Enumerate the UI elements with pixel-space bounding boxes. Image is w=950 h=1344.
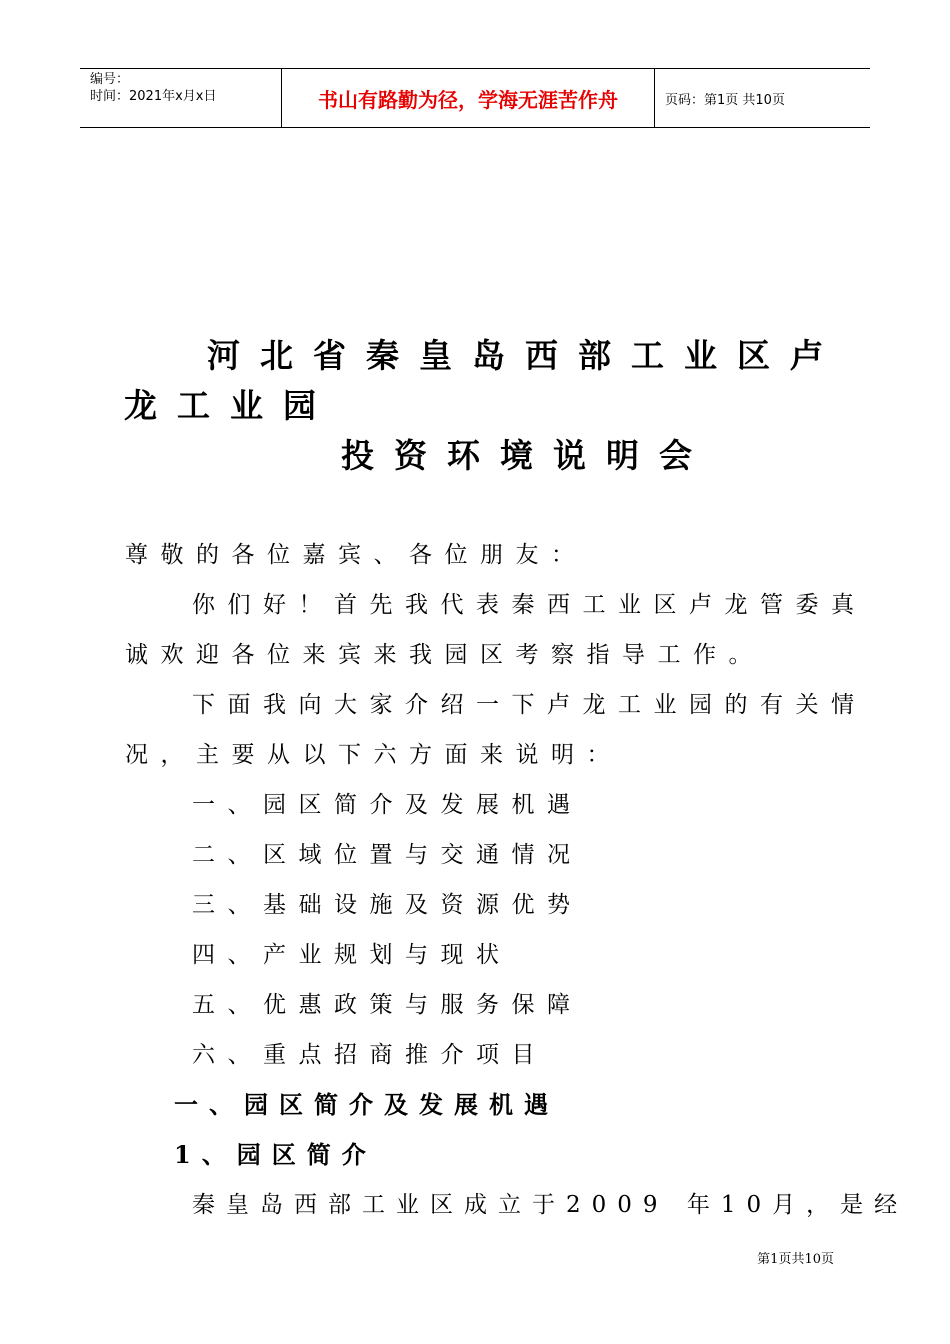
header-motto: 书山有路勤为径，学海无涯苦作舟 [282, 69, 655, 127]
outline-item: 六、重点招商推介项目 [192, 1042, 547, 1068]
subsection-heading: 1、园区简介 [174, 1140, 377, 1169]
number-label: 编号： [90, 72, 130, 87]
time-label: 时间：2021年x月x日 [90, 89, 217, 104]
title-line-2: 龙工业园 [124, 386, 336, 425]
outline-item: 四、产业规划与现状 [192, 942, 512, 968]
title-line-3: 投资环境说明会 [341, 436, 712, 475]
title-line-1: 河北省秦皇岛西部工业区卢 [207, 336, 843, 375]
outline-item: 三、基础设施及资源优势 [192, 892, 583, 918]
outline-item: 五、优惠政策与服务保障 [192, 992, 583, 1018]
header-page-code: 页码：第1页 共10页 [665, 92, 785, 108]
outline-item: 一、园区简介及发展机遇 [192, 792, 583, 818]
header-meta [80, 69, 282, 127]
paragraph-1-line-2: 诚欢迎各位来宾来我园区考察指导工作。 [125, 642, 764, 668]
paragraph-2-line-2: 况，主要从以下六方面来说明： [125, 742, 622, 768]
page-footer: 第1页共10页 [757, 1252, 834, 1267]
paragraph-3-line-1: 秦皇岛西部工业区成立于2009 年10月，是经 [192, 1192, 909, 1218]
outline-item: 二、区域位置与交通情况 [192, 842, 583, 868]
paragraph-2-line-1: 下面我向大家介绍一下卢龙工业园的有关情 [192, 692, 867, 718]
greeting: 尊敬的各位嘉宾、各位朋友： [125, 542, 587, 568]
section-heading: 一、园区简介及发展机遇 [174, 1090, 559, 1119]
page-header [80, 68, 870, 128]
paragraph-1-line-1: 你们好！首先我代表秦西工业区卢龙管委真 [192, 592, 867, 618]
